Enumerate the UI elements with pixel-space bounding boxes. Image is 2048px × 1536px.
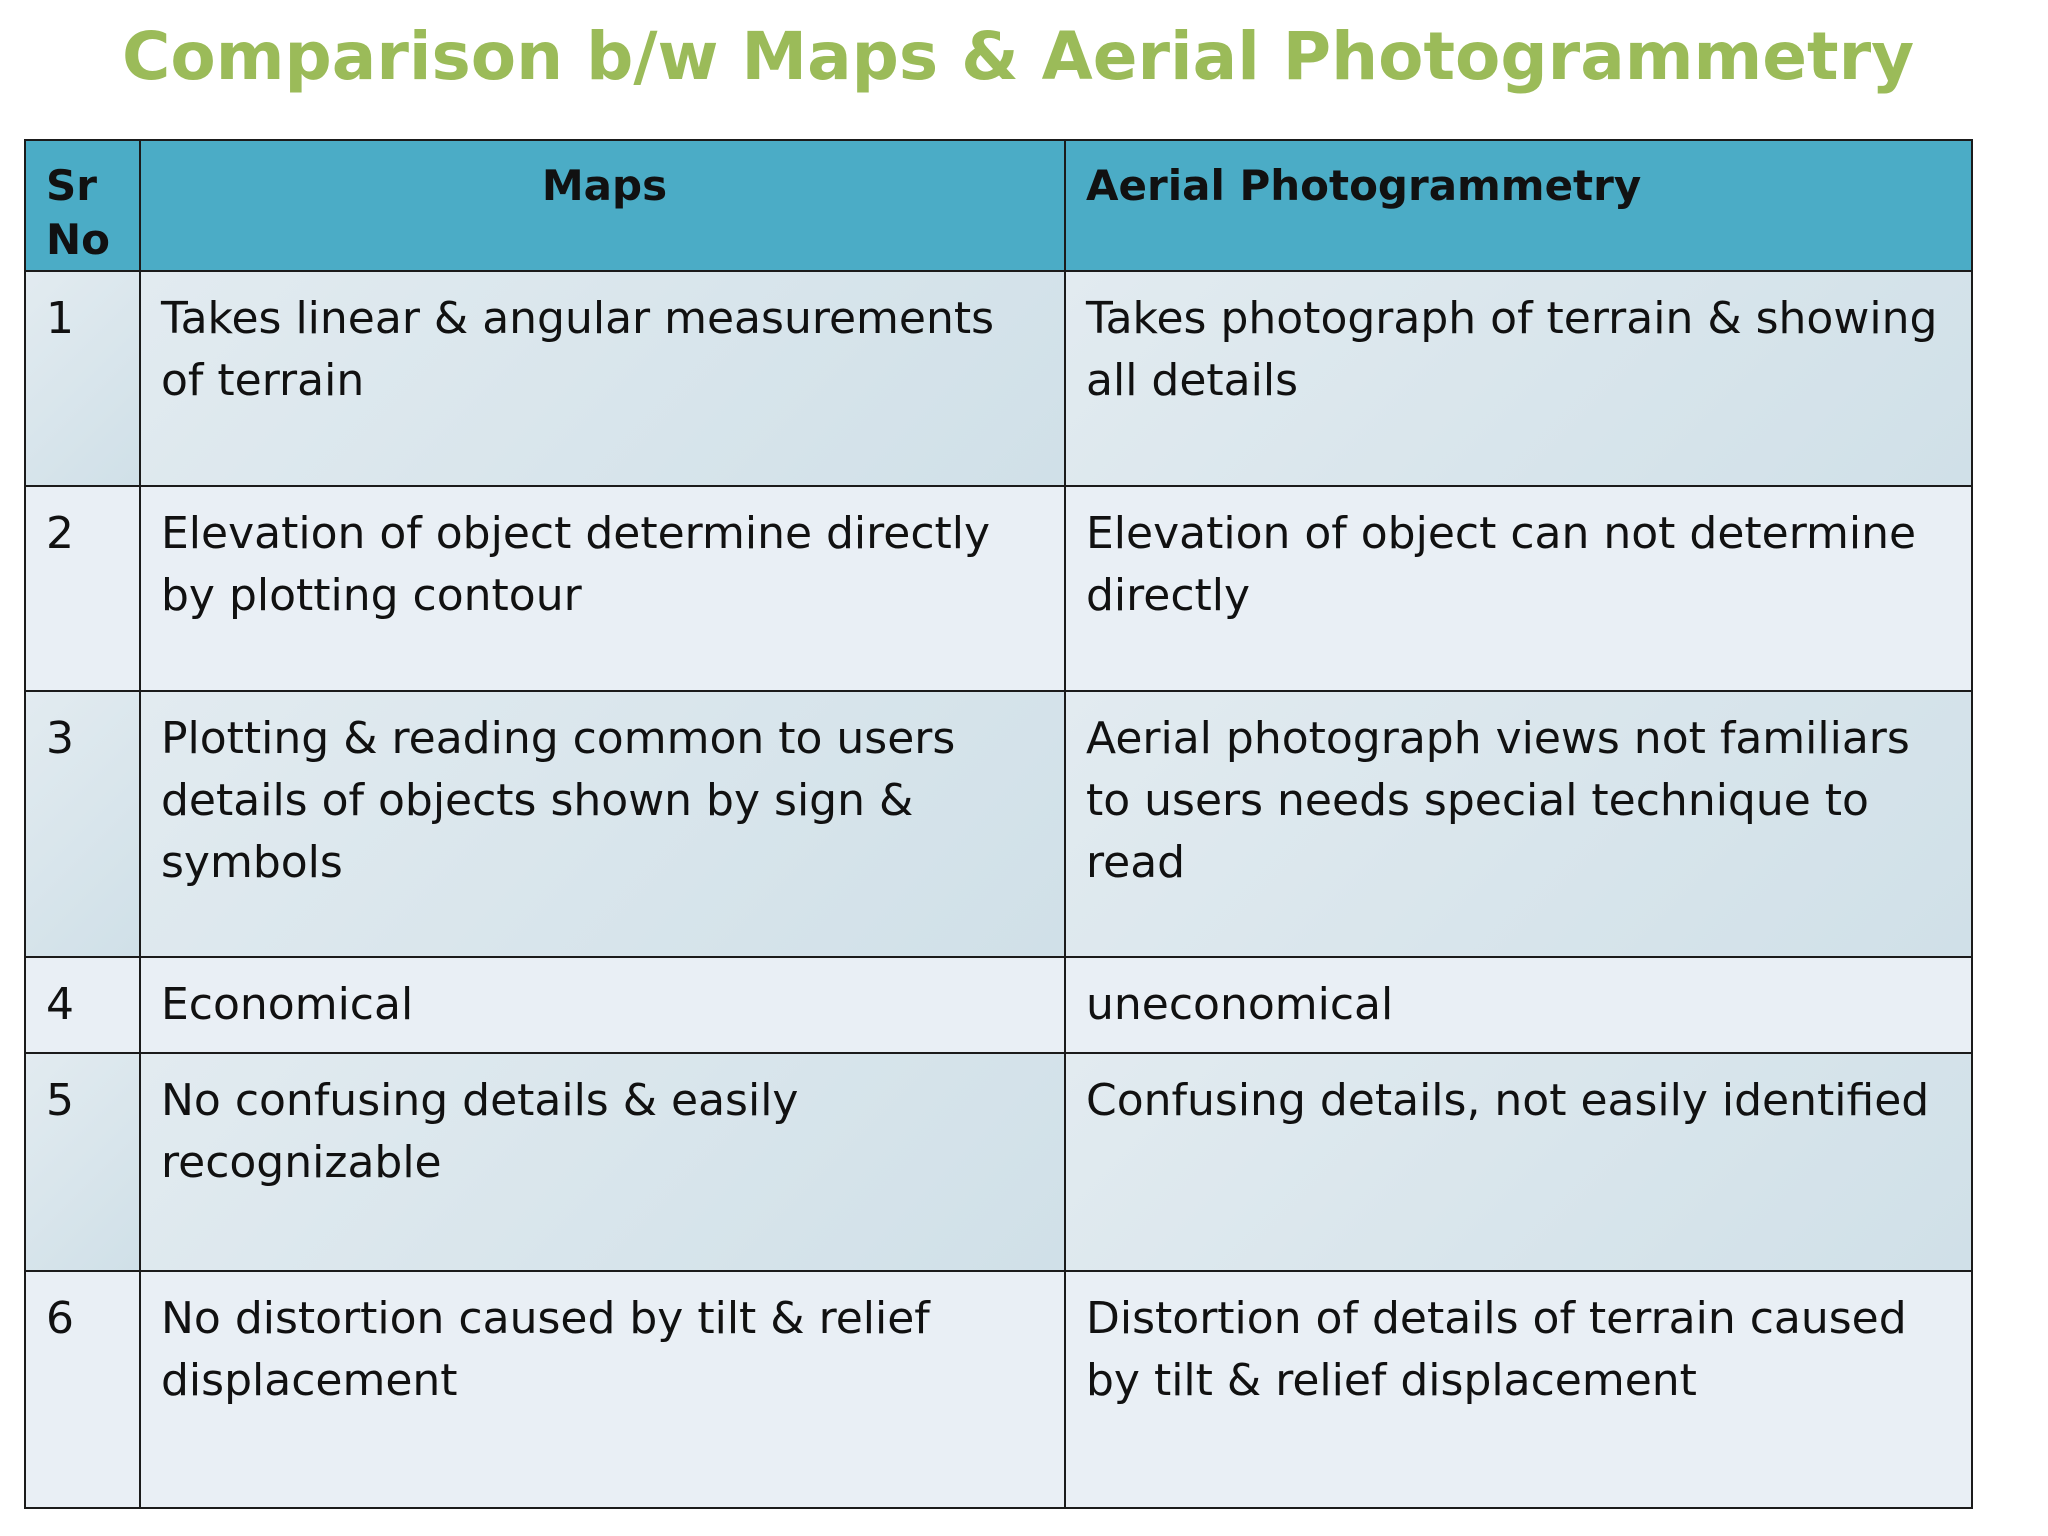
cell-maps: Takes linear & angular measurements of terrain	[140, 271, 1065, 486]
table-row	[25, 486, 1972, 691]
cell-sr-no: 5	[25, 1053, 140, 1271]
cell-aerial: Confusing details, not easily identified	[1065, 1053, 1972, 1271]
header-sr-no	[25, 140, 140, 271]
table-header	[25, 140, 1972, 271]
table-row	[25, 271, 1972, 486]
slide-title: Comparison b/w Maps & Aerial Photogrammetry	[122, 18, 1915, 95]
header-row	[25, 140, 1972, 271]
cell-aerial: Aerial photograph views not familiars to users needs special technique to read	[1065, 691, 1972, 957]
cell-maps: Economical	[140, 957, 1065, 1053]
table-body	[25, 271, 1972, 1508]
table-row	[25, 957, 1972, 1053]
header-sr-line1: Sr	[46, 161, 97, 210]
header-sr-line2: No	[46, 215, 111, 264]
table-row	[25, 691, 1972, 957]
table-row	[25, 1053, 1972, 1271]
comparison-table-container	[24, 139, 1971, 1509]
cell-aerial: Takes photograph of terrain & showing all details	[1065, 271, 1972, 486]
cell-sr-no: 3	[25, 691, 140, 957]
header-aerial-photogrammetry: Aerial Photogrammetry	[1065, 140, 1972, 271]
cell-sr-no: 1	[25, 271, 140, 486]
cell-sr-no: 4	[25, 957, 140, 1053]
cell-aerial: uneconomical	[1065, 957, 1972, 1053]
table-row	[25, 1271, 1972, 1508]
comparison-table	[24, 139, 1973, 1509]
cell-aerial: Elevation of object can not determine directly	[1065, 486, 1972, 691]
cell-maps: Plotting & reading common to users details of objects shown by sign & symbols	[140, 691, 1065, 957]
cell-aerial: Distortion of details of terrain caused by tilt & relief displacement	[1065, 1271, 1972, 1508]
cell-sr-no: 2	[25, 486, 140, 691]
cell-sr-no: 6	[25, 1271, 140, 1508]
cell-maps: No confusing details & easily recognizable	[140, 1053, 1065, 1271]
header-maps: Maps	[140, 140, 1065, 271]
cell-maps: Elevation of object determine directly by plotting contour	[140, 486, 1065, 691]
cell-maps: No distortion caused by tilt & relief displacement	[140, 1271, 1065, 1508]
